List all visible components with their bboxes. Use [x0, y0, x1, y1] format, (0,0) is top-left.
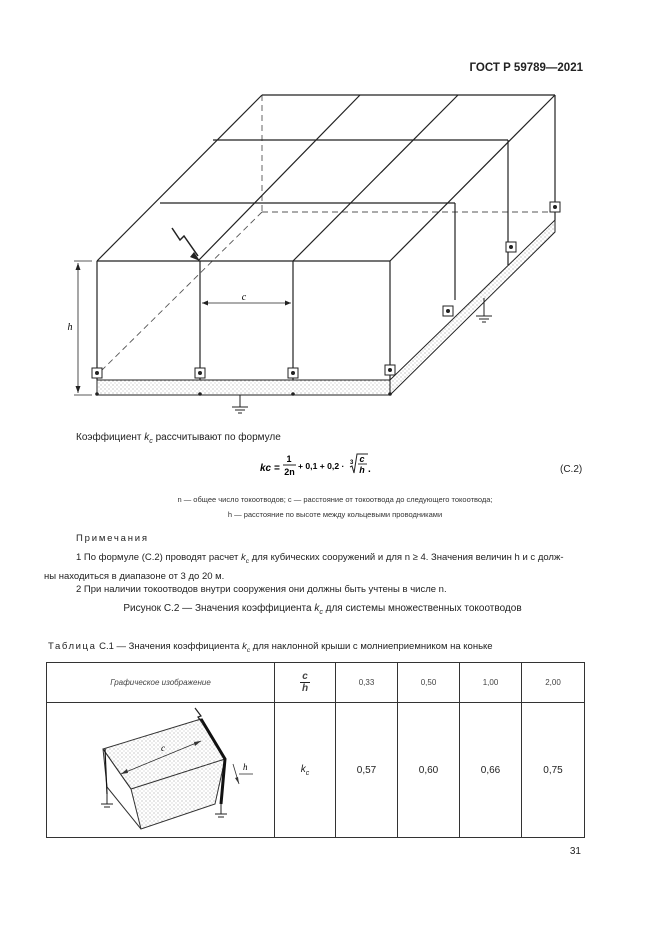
kc-value: 0,57	[336, 703, 398, 838]
svg-text:h: h	[359, 465, 365, 475]
kc-value: 0,60	[398, 703, 460, 838]
page-number: 31	[569, 846, 581, 857]
variables-line-2: h — расстояние по высоте между кольцевыми проводниками	[227, 510, 443, 519]
row-label-kc: $k_c$	[275, 703, 336, 838]
standard-number: ГОСТ Р 59789—2021	[469, 62, 583, 74]
header-ratio-value: 0,33	[336, 663, 398, 703]
svg-text:2n: 2n	[284, 467, 295, 477]
svg-text:+ 0,1 + 0,2 ·: + 0,1 + 0,2 ·	[298, 461, 345, 471]
variables-line-1: n — общее число токоотводов; c — расстояние от токоотвода до следующего токоотвода;	[177, 495, 493, 504]
header-graphic: Графическое изображение	[47, 663, 275, 703]
table-row	[47, 703, 585, 838]
formula-c2	[258, 450, 378, 486]
diagram-h-label: h	[242, 761, 247, 772]
kc-value: 0,66	[460, 703, 522, 838]
figure-caption: Рисунок С.2 — Значения коэффициента $k_c$ для системы множественных токоотводов	[123, 603, 522, 616]
svg-text:kc =: kc =	[260, 463, 280, 474]
diagram-c-label: c	[160, 742, 165, 753]
formula-number: (С.2)	[560, 464, 583, 475]
header-ratio-value: 0,50	[398, 663, 460, 703]
pitched-roof-diagram-cell	[47, 703, 275, 838]
note-1: 1 По формуле (С.2) проводят расчет $k_c$ для кубических сооружений и для n ≥ 4. Значения величин h и c долж- ны находиться в диапазоне от 3 до 20 м.	[44, 552, 564, 582]
pitched-roof-diagram	[61, 704, 261, 834]
header-ratio-value: 1,00	[460, 663, 522, 703]
svg-text:3: 3	[350, 460, 354, 466]
svg-text:1: 1	[286, 454, 292, 464]
svg-text:.: .	[368, 464, 371, 475]
dimension-c-label: c	[241, 292, 247, 303]
dimension-h-label: h	[67, 322, 73, 333]
notes-title: Примечания	[76, 533, 149, 544]
note-2: 2 При наличии токоотводов внутри сооружения они должны быть учтены в числе n.	[76, 584, 447, 595]
table-caption: Таблица С.1 — Значения коэффициента $k_c$ для наклонной крыши с молниеприемником на коньке	[48, 641, 493, 654]
header-ratio: $\frac{c}{h}$	[275, 663, 336, 703]
header-ratio-value: 2,00	[522, 663, 585, 703]
kc-table	[46, 662, 585, 838]
table-header-row	[47, 663, 585, 703]
formula-intro: Коэффициент $k_c$ рассчитывают по формуле	[76, 432, 281, 445]
kc-value: 0,75	[522, 703, 585, 838]
multiple-down-conductors-figure	[60, 84, 580, 414]
svg-text:c: c	[359, 454, 365, 464]
